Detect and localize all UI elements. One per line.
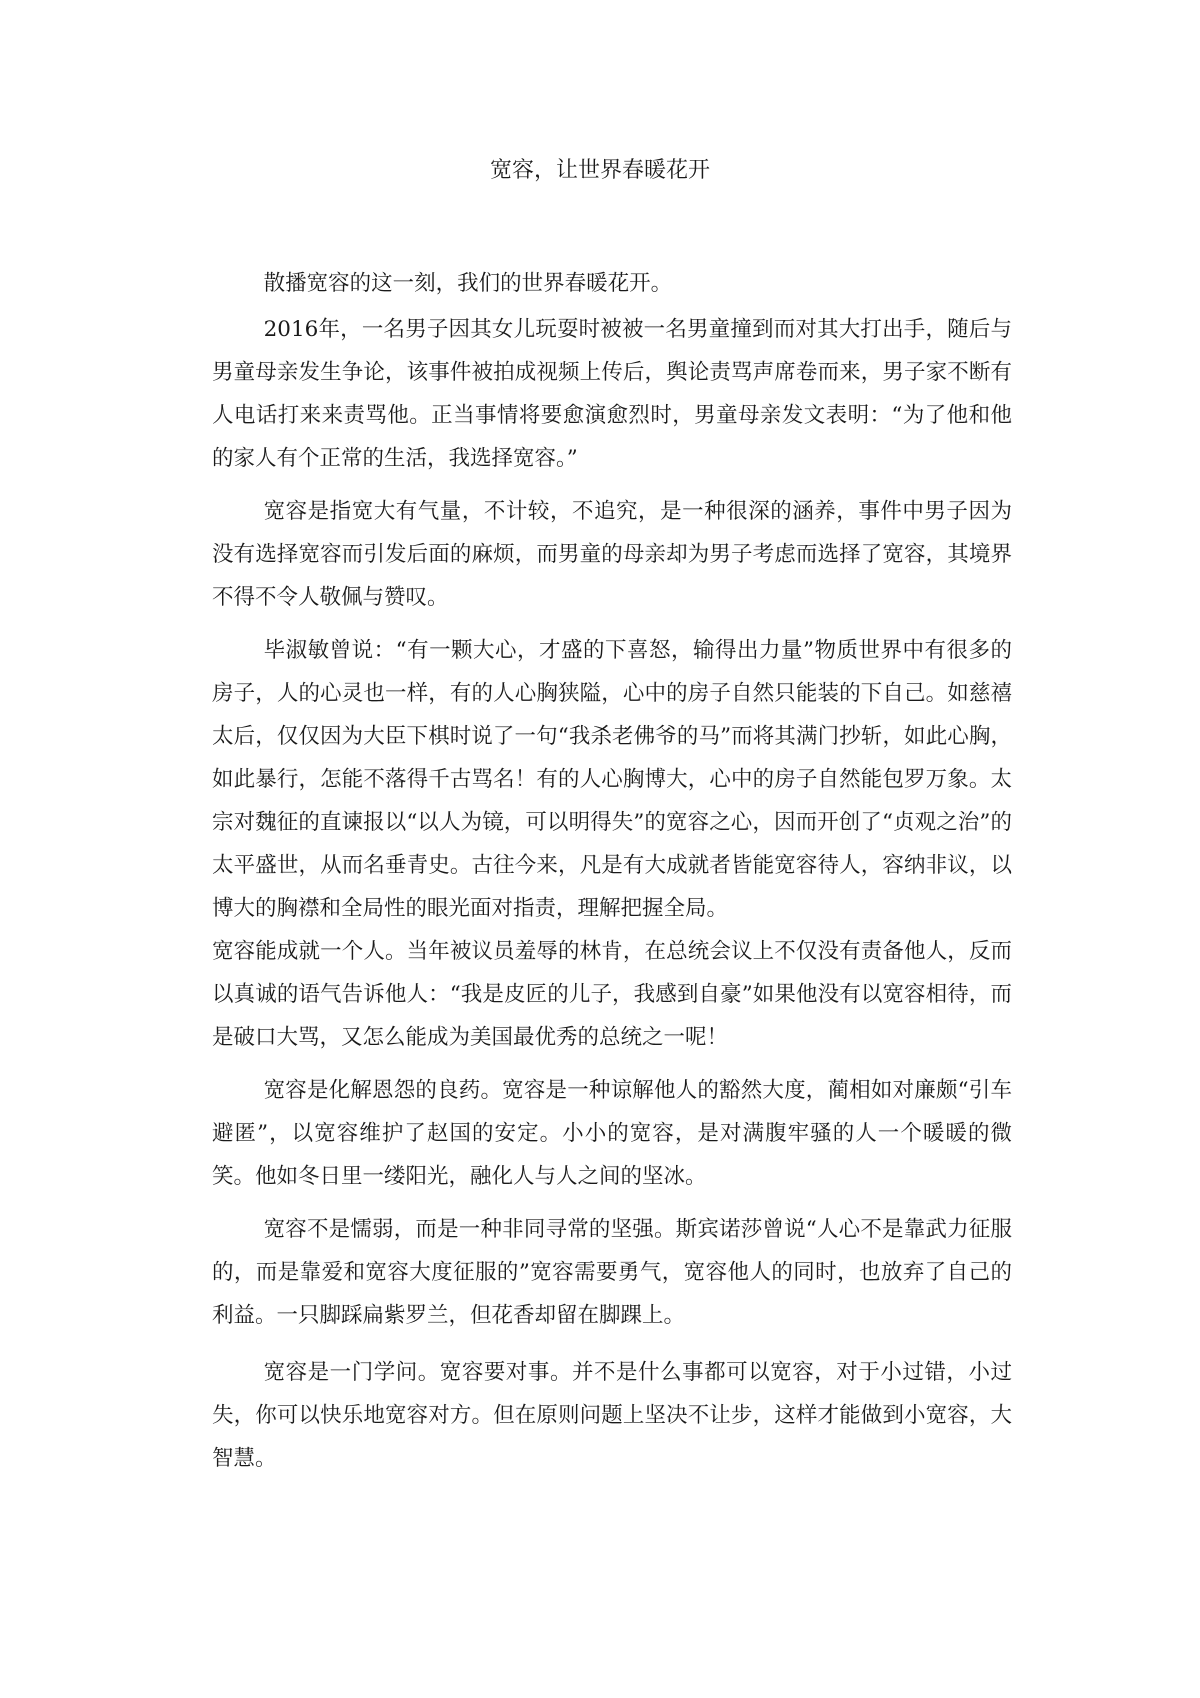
paragraph-1: 散播宽容的这一刻，我们的世界春暖花开。 [263, 271, 673, 296]
essay-title: 宽容，让世界春暖花开 [489, 158, 710, 183]
essay-body [212, 262, 1012, 1480]
paragraph-3: 宽容是指宽大有气量，不计较，不追究，是一种很深的涵养，事件中男子因为没有选择宽容而引发后面的麻烦，而男童的母亲却为男子考虑而选择了宽容，其境界不得不令人敬佩与赞叹。 [212, 499, 1012, 610]
paragraph-5: 宽容能成就一个人。当年被议员羞辱的林肯，在总统会议上不仅没有责备他人，反而以真诚的语气告诉他人：“我是皮匠的儿子，我感到自豪”如果他没有以宽容相待，而是破口大骂，又怎么能成为美国最优秀的总统之一呢！ [212, 939, 1012, 1050]
paragraph-8: 宽容是一门学问。宽容要对事。并不是什么事都可以宽容，对于小过错，小过失，你可以快乐地宽容对方。但在原则问题上坚决不让步，这样才能做到小宽容，大智慧。 [212, 1360, 1012, 1471]
paragraph-2: 2016年，一名男子因其女儿玩耍时被被一名男童撞到而对其大打出手，随后与男童母亲发生争论，该事件被拍成视频上传后，舆论责骂声席卷而来，男子家不断有人电话打来来责骂他。正当事情将要愈演愈烈时，男童母亲发文表明：“为了他和他的家人有个正常的生活，我选择宽容。” [212, 317, 1012, 471]
paragraph-4: 毕淑敏曾说：“有一颗大心，才盛的下喜怒，输得出力量”物质世界中有很多的房子，人的心灵也一样，有的人心胸狭隘，心中的房子自然只能装的下自己。如慈禧太后，仅仅因为大臣下棋时说了一句“我杀老佛爷的马”而将其满门抄斩，如此心胸，如此暴行，怎能不落得千古骂名！有的人心胸博大，心中的房子自然能包罗万象。太宗对魏征的直谏报以“以人为镜，可以明得失”的宽容之心，因而开创了“贞观之治”的太平盛世，从而名垂青史。古往今来，凡是有大成就者皆能宽容待人，容纳非议，以博大的胸襟和全局性的眼光面对指责，理解把握全局。 [212, 638, 1012, 921]
paragraph-6: 宽容是化解恩怨的良药。宽容是一种谅解他人的豁然大度，蔺相如对廉颇“引车避匿”，以宽容维护了赵国的安定。小小的宽容，是对满腹牢骚的人一个暖暖的微笑。他如冬日里一缕阳光，融化人与人之间的坚冰。 [212, 1078, 1012, 1189]
paragraph-7: 宽容不是懦弱，而是一种非同寻常的坚强。斯宾诺莎曾说“人心不是靠武力征服的，而是靠爱和宽容大度征服的”宽容需要勇气，宽容他人的同时，也放弃了自己的利益。一只脚踩扁紫罗兰，但花香却留在脚踝上。 [212, 1217, 1012, 1328]
